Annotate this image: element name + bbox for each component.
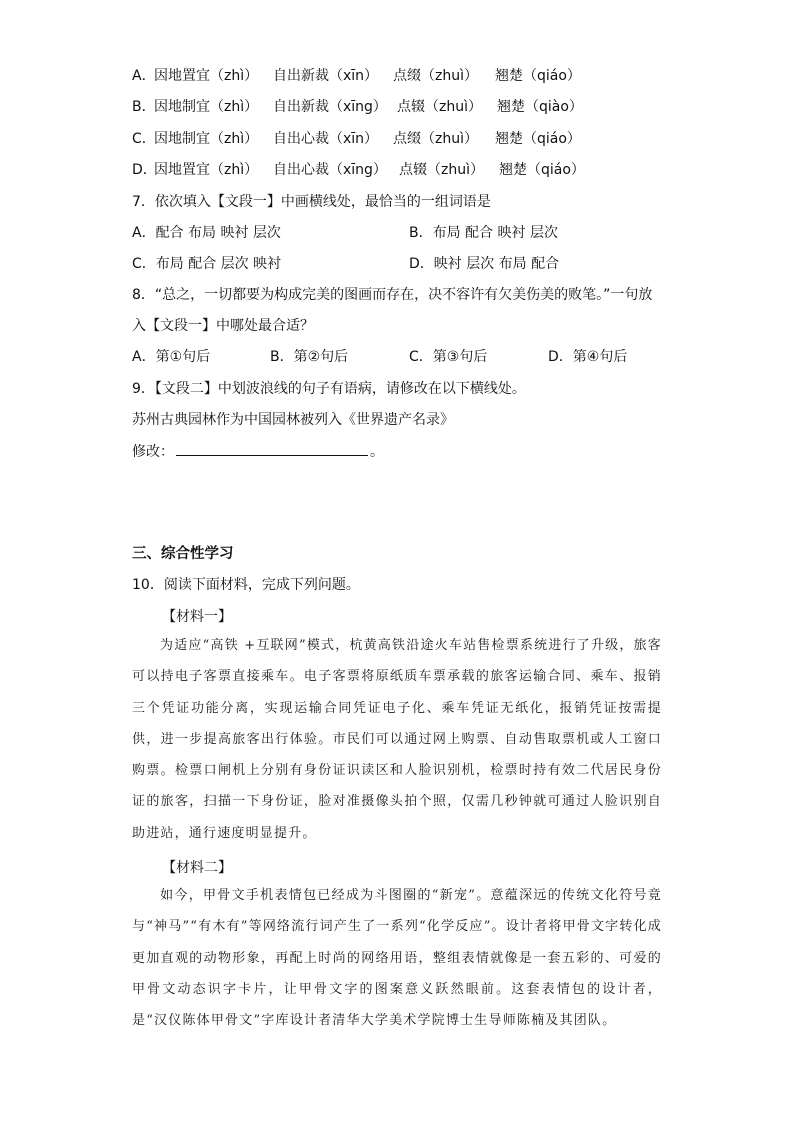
fix-label: 修改：	[132, 444, 174, 460]
q7-option-c: C．布局 配合 层次 映衬	[132, 256, 282, 272]
option-word: 因地置宜（zhì）	[154, 68, 259, 84]
q9-fix-line	[132, 441, 384, 462]
option-letter: A．	[132, 68, 156, 84]
q8-stem-cont: 入【文段一】中哪处最合适？	[132, 318, 314, 334]
option-word: 自出心裁（xīn）	[273, 131, 379, 147]
q7-option-d: D．映衬 层次 布局 配合	[409, 256, 560, 272]
option-word: 点辍（zhuì）	[399, 162, 484, 178]
q8-option-a: A．第①句后	[132, 349, 211, 365]
q10-stem: 10．阅读下面材料，完成下列问题。	[132, 577, 360, 593]
section-title: 三、综合性学习	[132, 546, 234, 562]
q8-stem: 8．“总之，一切都要为构成完美的图画而存在，决不容许有欠美伤美的败笔。”一句放	[132, 287, 653, 303]
option-word: 因地制宜（zhì）	[154, 99, 259, 115]
option-word: 因地制宜（zhì）	[154, 131, 259, 147]
option-word: 翘楚（qiáo）	[495, 68, 581, 84]
q7-option-a: A．配合 布局 映衬 层次	[132, 225, 281, 241]
option-word: 点缀（zhuì）	[393, 68, 478, 84]
q8-option-d: D．第④句后	[548, 349, 628, 365]
q8-option-b: B．第②句后	[270, 349, 349, 365]
option-letter: D．	[132, 162, 157, 178]
option-word: 翘楚（qiào）	[497, 99, 583, 115]
option-word: 自出新裁（xīn）	[273, 68, 379, 84]
answer-blank[interactable]	[176, 441, 368, 456]
material-1-text	[132, 630, 662, 849]
option-word: 点缀（zhuì）	[393, 131, 478, 147]
option-letter: B．	[132, 99, 156, 115]
option-letter: C．	[132, 131, 156, 147]
material-2-title: 【材料二】	[162, 860, 232, 876]
option-word: 自出新裁（xīng）	[273, 99, 387, 115]
material-2-text	[132, 880, 662, 1036]
q9-stem: 9．【文段二】中划波浪线的句子有语病，请修改在以下横线处。	[132, 381, 526, 397]
fix-end: 。	[370, 444, 384, 460]
q9-sentence: 苏州古典园林作为中国园林被列入《世界遗产名录》	[132, 412, 454, 428]
material-1-title: 【材料一】	[162, 609, 232, 625]
q7-stem: 7．依次填入【文段一】中画横线处，最恰当的一组词语是	[132, 194, 491, 210]
q8-option-c: C．第③句后	[409, 349, 488, 365]
q7-option-b: B．布局 配合 映衬 层次	[409, 225, 558, 241]
material-2-body: 如今，甲骨文手机表情包已经成为斗图圈的“新宠”。意蕴深远的传统文化符号竟与“神马”“有木有”等网络流行词产生了一系列“化学反应”。设计者将甲骨文字转化成更加直观的动物形象，再配上时尚的网络用语，整组表情就像是一套五彩的、可爱的甲骨文动态识字卡片，让甲骨文字的图案意义跃然眼前。这套表情包的设计者，是“汉仪陈体甲骨文”字库设计者清华大学美术学院博士生导师陈楠及其团队。	[132, 888, 662, 1029]
option-word: 翘楚（qiáo）	[495, 131, 581, 147]
option-word: 自出心裁（xīng）	[273, 162, 387, 178]
option-word: 因地置宜（zhì）	[154, 162, 259, 178]
material-1-body: 为适应“高铁 +互联网”模式，杭黄高铁沿途火车站售检票系统进行了升级，旅客可以持电子客票直接乘车。电子客票将原纸质车票承载的旅客运输合同、乘车、报销三个凭证功能分离，实现运输合同凭证电子化、乘车凭证无纸化，报销凭证按需提供，进一步提高旅客出行体验。市民们可以通过网上购票、自动售取票机或人工窗口购票。检票口闸机上分别有身份证识读区和人脸识别机，检票时持有效二代居民身份证的旅客，扫描一下身份证，脸对准摄像头拍个照，仅需几秒钟就可通过人脸识别自助进站，通行速度明显提升。	[132, 638, 662, 841]
option-word: 点辍（zhuì）	[397, 99, 482, 115]
option-word: 翘楚（qiáo）	[499, 162, 585, 178]
